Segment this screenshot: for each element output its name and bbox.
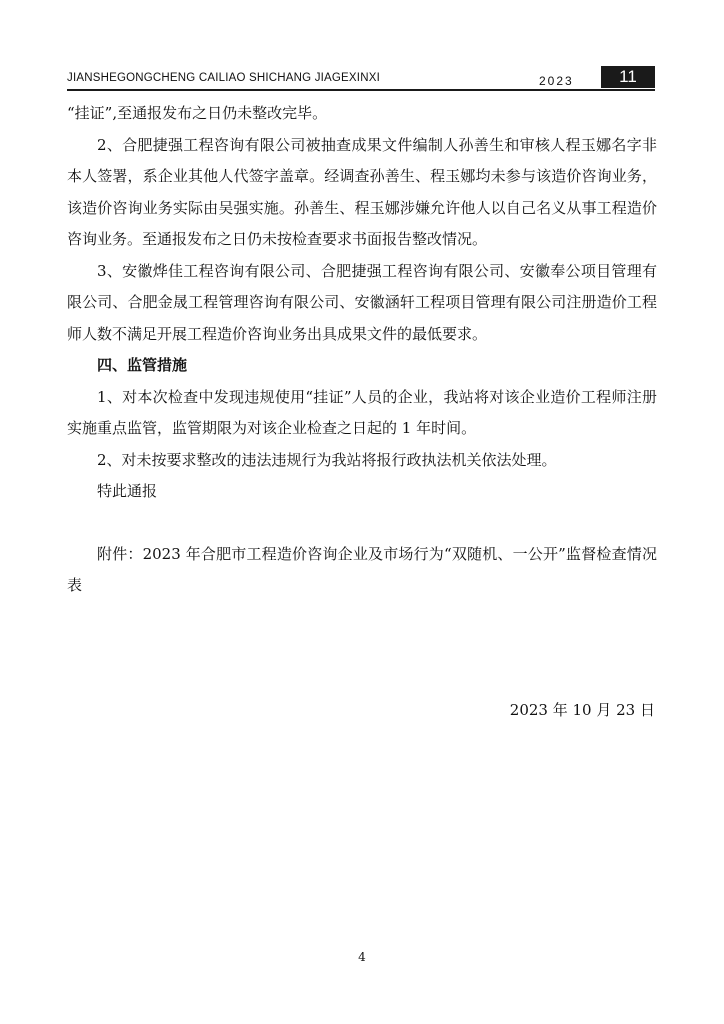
issue-number-badge: 11	[601, 66, 655, 88]
spacer	[67, 602, 657, 633]
section-heading-measures: 四、监管措施	[97, 356, 188, 374]
spacer	[67, 633, 657, 664]
spacer	[67, 508, 657, 539]
measure-item-2: 2、对未按要求整改的违法违规行为我站将报行政执法机关依法处理。	[97, 450, 557, 469]
paragraph-continuation: “挂证”,至通报发布之日仍未整改完毕。	[67, 104, 328, 122]
issue-year: 2023	[539, 74, 574, 88]
paragraph-item-2: 2、合肥捷强工程咨询有限公司被抽查成果文件编制人孙善生和审核人程玉娜名字非本人签署，系企业其他人代签字盖章。经调查孙善生、程玉娜均未参与该造价咨询业务，该造价咨询业务实际由吴强实施。孙善生、程玉娜涉嫌允许他人以自己名义从事工程造价咨询业务。至通报发布之日仍未按检查要求书面报告整改情况。	[67, 135, 657, 248]
header-divider	[67, 89, 655, 91]
running-header	[67, 66, 655, 92]
spacer	[67, 664, 657, 695]
attachment-note: 附件：2023 年合肥市工程造价咨询企业及市场行为“双随机、一公开”监督检查情况表	[67, 544, 657, 594]
document-date: 2023 年 10 月 23 日	[509, 700, 655, 719]
document-body	[67, 98, 657, 726]
journal-title: JIANSHEGONGCHENG CAILIAO SHICHANG JIAGEXINXI	[67, 72, 380, 84]
closing-notice: 特此通报	[97, 482, 158, 500]
paragraph-item-3: 3、安徽烨佳工程咨询有限公司、合肥捷强工程咨询有限公司、安徽奉公项目管理有限公司、合肥金晟工程管理咨询有限公司、安徽涵轩工程项目管理有限公司注册造价工程师人数不满足开展工程造价咨询业务出具成果文件的最低要求。	[67, 261, 657, 343]
page-number: 4	[358, 950, 366, 964]
measure-item-1: 1、对本次检查中发现违规使用“挂证”人员的企业，我站将对该企业造价工程师注册实施重点监管，监管期限为对该企业检查之日起的 1 年时间。	[67, 387, 657, 437]
